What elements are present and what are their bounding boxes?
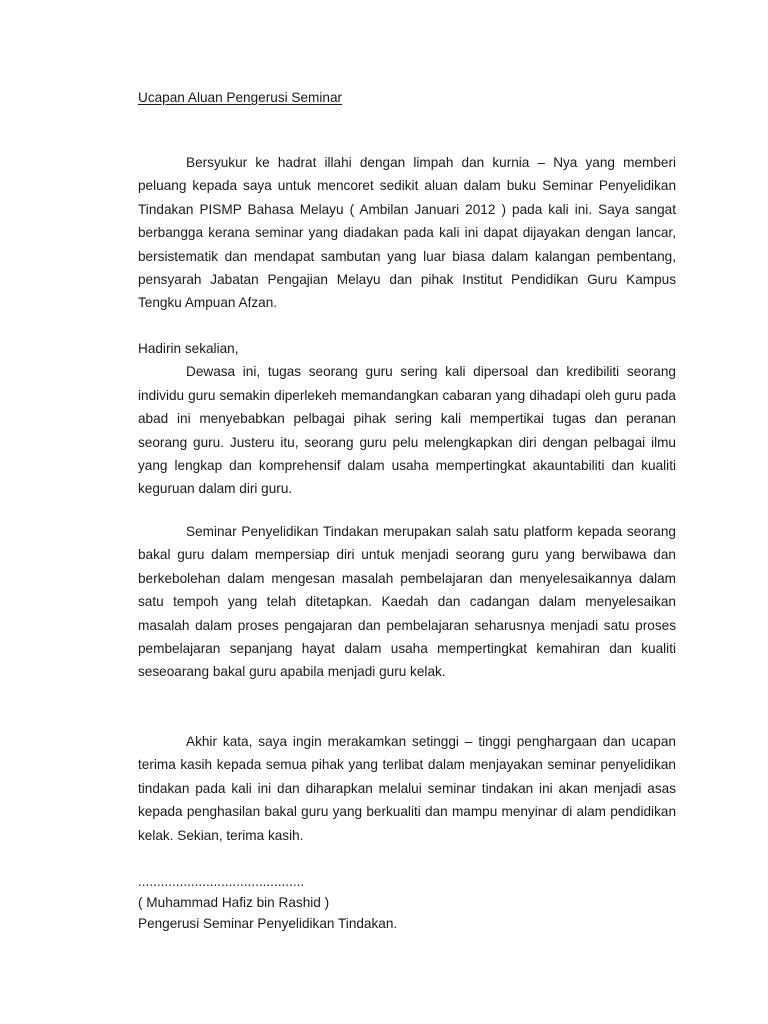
paragraph-block-4 <box>138 730 676 847</box>
signatory-position: Pengerusi Seminar Penyelidikan Tindakan. <box>138 916 398 931</box>
signature-line: ............................................ <box>138 874 305 889</box>
signatory-name: ( Muhammad Hafiz bin Rashid ) <box>138 895 330 910</box>
paragraph-seminar-purpose: Seminar Penyelidikan Tindakan merupakan salah satu platform kepada seorang bakal guru dalam mempersiap diri untuk menjadi seorang guru yang berwibawa dan berkebolehan dalam mengesan masalah pembelajaran dan menyelesaikannya dalam satu tempoh yang telah ditetapkan. Kaedah dan cadangan dalam menyelesaikan masalah dalam proses pengajaran dan pembelajaran seharusnya menjadi satu proses pembelajaran sepanjang hayat dalam usaha mempertingkat kemahiran dan kualiti seseoarang bakal guru apabila menjadi guru kelak. <box>138 524 676 680</box>
paragraph-block-2 <box>138 337 676 501</box>
paragraph-block-1 <box>138 151 676 315</box>
paragraph-block-3 <box>138 520 676 684</box>
paragraph-opening: Bersyukur ke hadrat illahi dengan limpah dan kurnia – Nya yang memberi peluang kepada saya untuk mencoret sedikit aluan dalam buku Seminar Penyelidikan Tindakan PISMP Bahasa Melayu ( Ambilan Januari 2012 ) pada kali ini. Saya sangat berbangga kerana seminar yang diadakan pada kali ini dapat dijayakan dengan lancar, bersistematik dan mendapat sambutan yang luar biasa dalam kalangan pembentang, pensyarah Jabatan Pengajian Melayu dan pihak Institut Pendidikan Guru Kampus Tengku Ampuan Afzan. <box>138 155 676 311</box>
signature-block <box>138 871 676 934</box>
greeting-line: Hadirin sekalian, <box>138 341 239 356</box>
paragraph-closing: Akhir kata, saya ingin merakamkan setinggi – tinggi penghargaan dan ucapan terima kasih kepada semua pihak yang terlibat dalam menjayakan seminar penyelidikan tindakan pada kali ini dan diharapkan melalui seminar tindakan ini akan menjadi asas kepada penghasilan bakal guru yang berkualiti dan mampu menyinar di alam pendidikan kelak. Sekian, terima kasih. <box>138 734 676 843</box>
document-title: Ucapan Aluan Pengerusi Seminar <box>138 90 343 105</box>
paragraph-teacher-role: Dewasa ini, tugas seorang guru sering kali dipersoal dan kredibiliti seorang individu guru semakin diperlekeh memandangkan cabaran yang dihadapi oleh guru pada abad ini menyebabkan pelbagai pihak sering kali mempertikai tugas dan peranan seorang guru. Justeru itu, seorang guru pelu melengkapkan diri dengan pelbagai ilmu yang lengkap dan komprehensif dalam usaha mempertingkat akauntabiliti dan kualiti keguruan dalam diri guru. <box>138 364 676 497</box>
